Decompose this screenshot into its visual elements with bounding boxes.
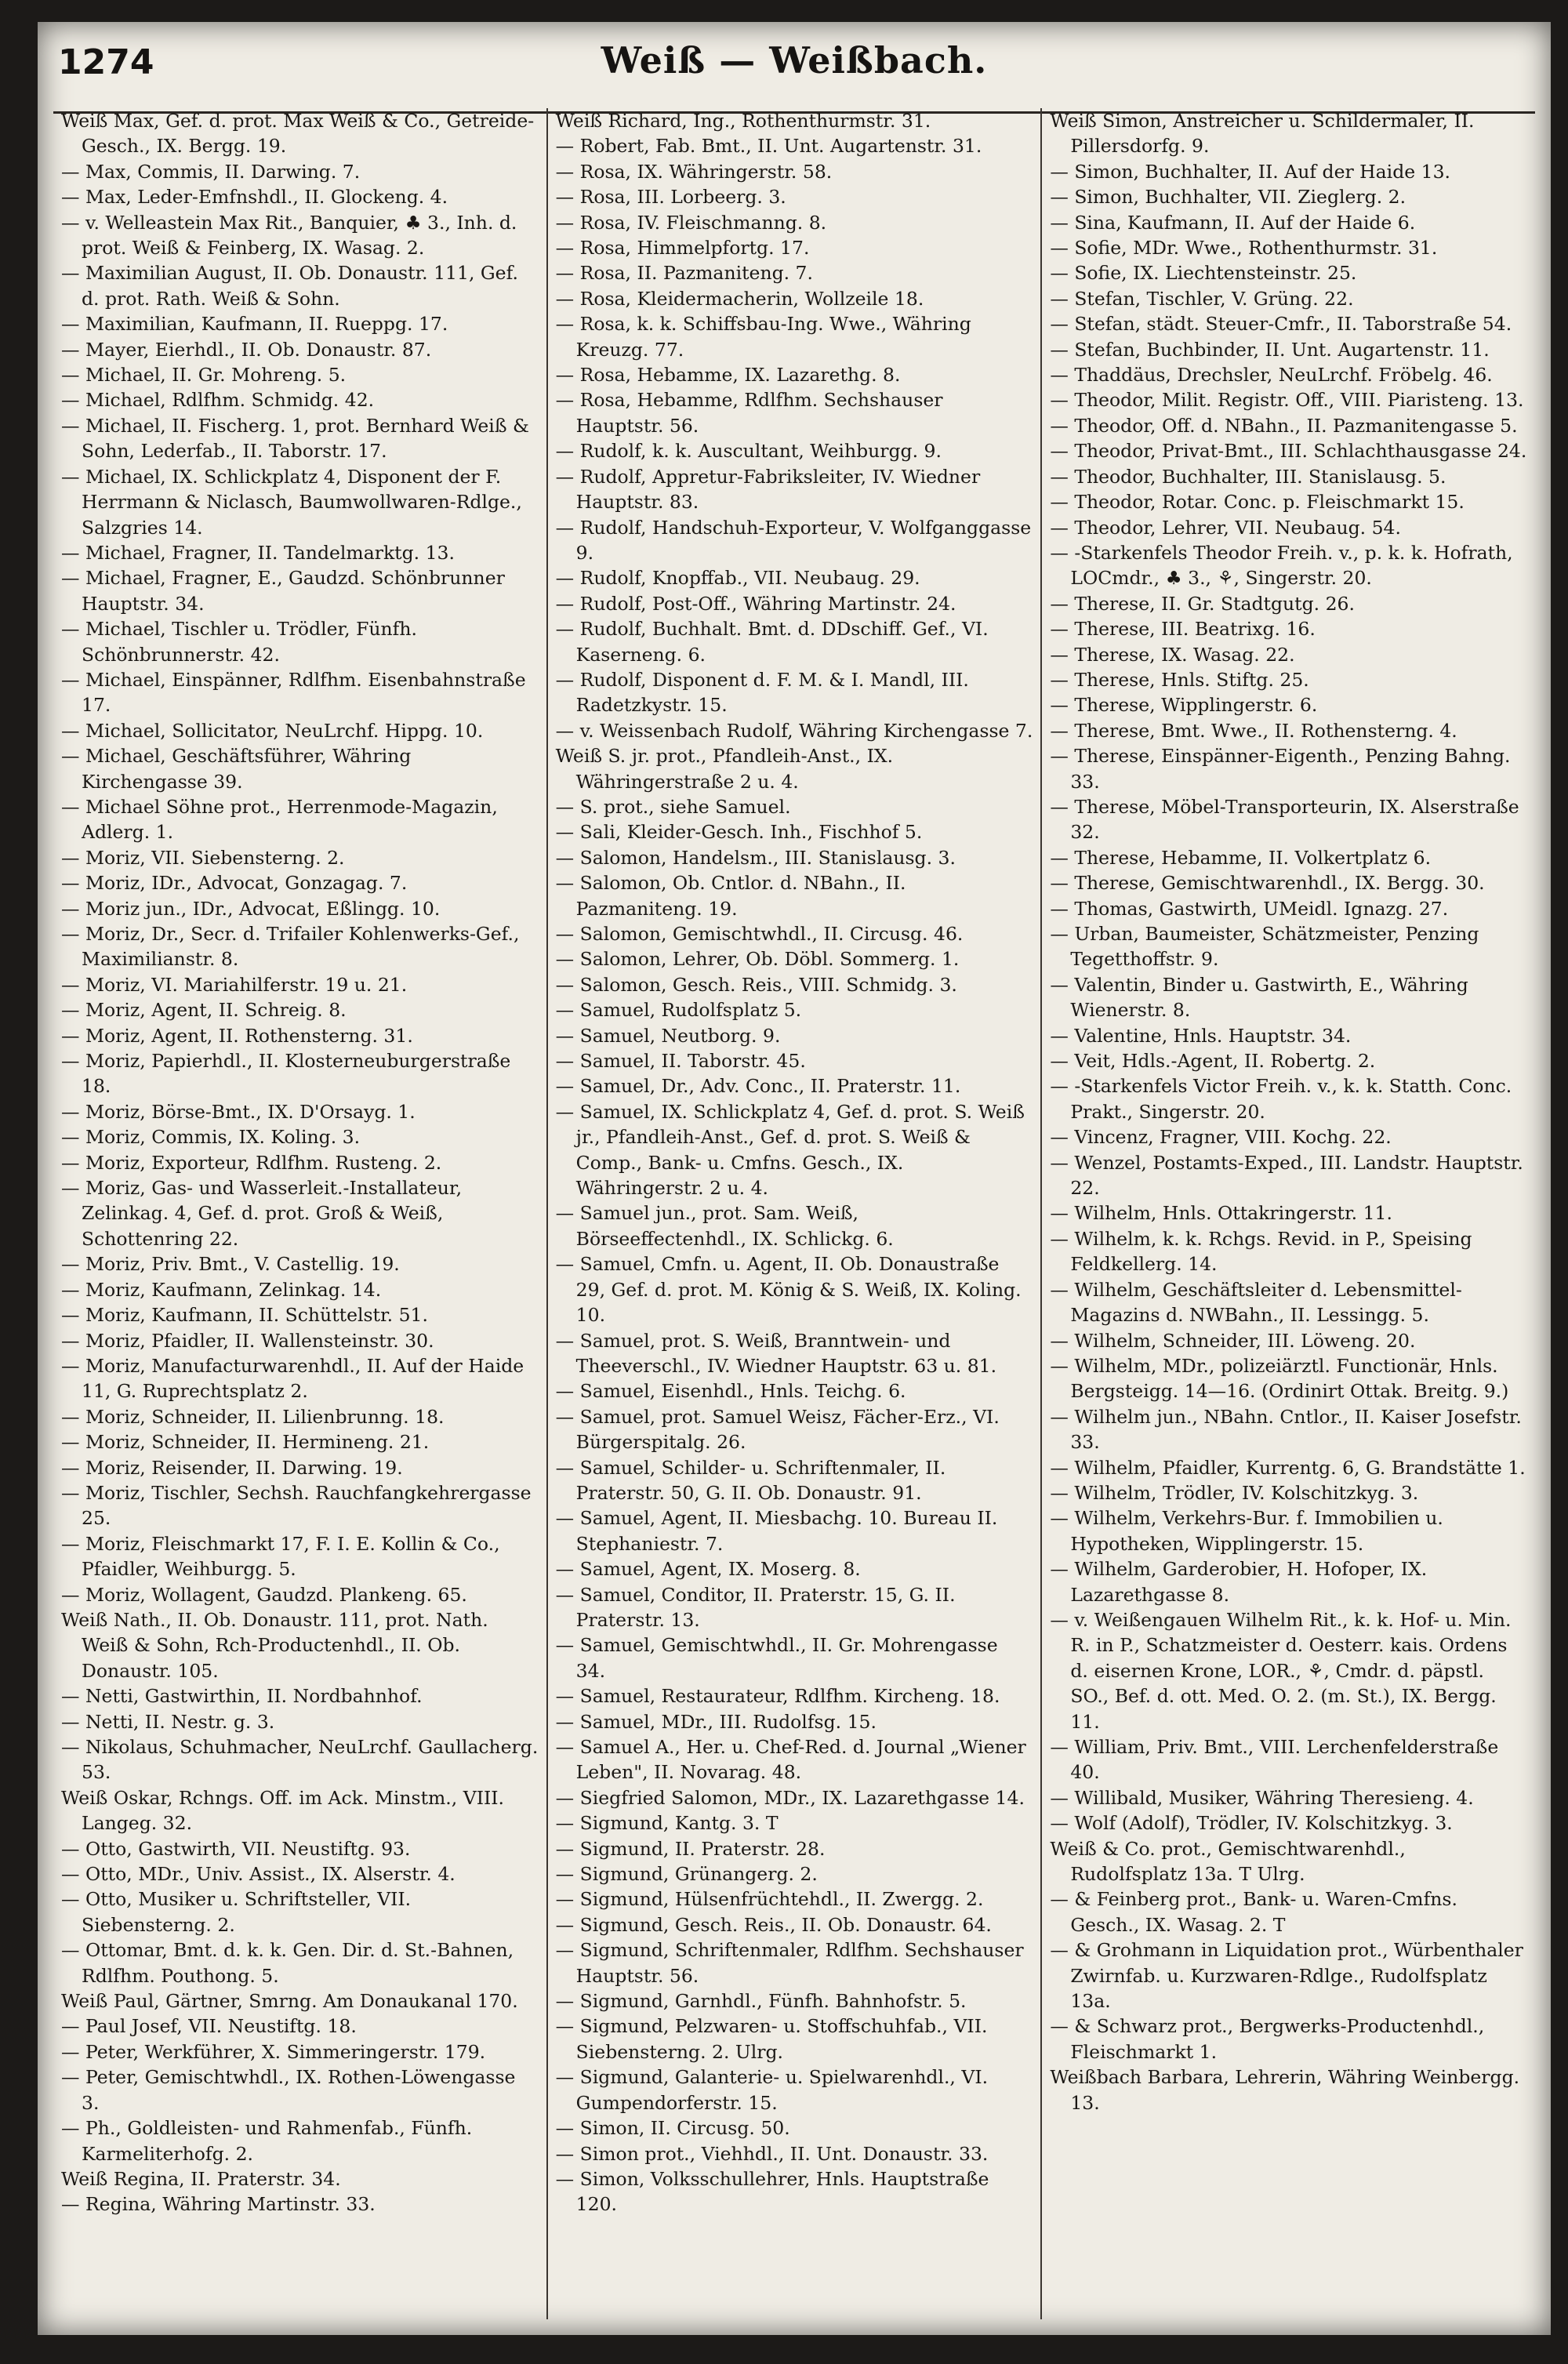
directory-entry: — Therese, III. Beatrixg. 16. (1050, 618, 1316, 641)
directory-entry: — Moriz, VI. Mariahilferstr. 19 u. 21. (61, 973, 408, 996)
directory-entry: — Maximilian, Kaufmann, II. Rueppg. 17. (61, 313, 448, 336)
directory-entry: — Salomon, Ob. Cntlor. d. NBahn., II. Pazmaniteng. 19. (555, 872, 906, 920)
directory-entry: — Stefan, Tischler, V. Grüng. 22. (1050, 287, 1354, 310)
directory-entry: — Michael, Geschäftsführer, Währing Kirchengasse 39. (61, 745, 412, 793)
directory-entry: — Thomas, Gastwirth, UMeidl. Ignazg. 27. (1050, 897, 1449, 920)
directory-entry: — Moriz, Kaufmann, Zelinkag. 14. (61, 1278, 382, 1301)
directory-entry: — Rosa, II. Pazmaniteng. 7. (555, 262, 813, 285)
directory-entry: — Regina, Währing Martinstr. 33. (61, 2193, 376, 2216)
directory-entry: — Rosa, Hebamme, Rdlfhm. Sechshauser Hauptstr. 56. (555, 389, 943, 437)
directory-entry: — -Starkenfels Theodor Freih. v., p. k. k. Hofrath, LOCmdr., ♣ 3., ⚘, Singerstr. 20. (1050, 541, 1513, 590)
directory-entry: — Sigmund, Pelzwaren- u. Stoffschuhfab., VII. Siebensterng. 2. Ulrg. (555, 2015, 988, 2063)
directory-entry: — Otto, Musiker u. Schriftsteller, VII. Siebensterng. 2. (61, 1888, 412, 1936)
directory-entry: — Wilhelm, MDr., polizeiärztl. Functionär, Hnls. Bergsteigg. 14—16. (Ordinirt Ottak. Breitg. 9.) (1050, 1354, 1509, 1403)
directory-entry: — Theodor, Privat-Bmt., III. Schlachthausgasse 24. (1050, 440, 1527, 463)
directory-entry: — Moriz, Fleischmarkt 17, F. I. E. Kollin & Co., Pfaidler, Weihburgg. 5. (61, 1532, 500, 1581)
directory-entry: — Urban, Baumeister, Schätzmeister, Penzing Tegetthoffstr. 9. (1050, 923, 1479, 971)
page-number: 1274 (58, 42, 154, 82)
directory-entry: — Sigmund, Schriftenmaler, Rdlfhm. Sechshauser Hauptstr. 56. (555, 1939, 1024, 1987)
directory-entry: — Samuel, Schilder- u. Schriftenmaler, II. Praterstr. 50, G. II. Ob. Donaustr. 91. (555, 1456, 946, 1504)
directory-entry: Weiß Paul, Gärtner, Smrng. Am Donaukanal 170. (61, 1990, 518, 2013)
directory-entry: — Wilhelm, Geschäftsleiter d. Lebensmittel-Magazins d. NWBahn., II. Lessingg. 5. (1050, 1278, 1462, 1327)
directory-entry: — Michael, IX. Schlickplatz 4, Disponent der F. Herrmann & Niclasch, Baumwollwaren-Rdlge., Salzgries 14. (61, 465, 522, 539)
directory-entry: — Rosa, k. k. Schiffsbau-Ing. Wwe., Währing Kreuzg. 77. (555, 313, 971, 361)
directory-entry: Weiß Richard, Ing., Rothenthurmstr. 31. (555, 110, 931, 132)
directory-entry: — Michael, Sollicitator, NeuLrchf. Hippg. 10. (61, 719, 484, 742)
directory-entry: — Stefan, städt. Steuer-Cmfr., II. Taborstraße 54. (1050, 313, 1512, 336)
directory-entry: — Rosa, Himmelpfortg. 17. (555, 237, 810, 260)
directory-entry: — Samuel, IX. Schlickplatz 4, Gef. d. prot. S. Weiß jr., Pfandleih-Anst., Gef. d. prot. S. Weiß & Comp., Bank- u. Cmfns. Gesch., IX. Währingerstr. 2 u. 4. (555, 1100, 1025, 1200)
directory-entry: — Samuel, Restaurateur, Rdlfhm. Kircheng. 18. (555, 1685, 1000, 1708)
directory-entry: — Simon, Volksschullehrer, Hnls. Hauptstraße 120. (555, 2167, 989, 2216)
directory-entry: — Wilhelm, Verkehrs-Bur. f. Immobilien u. Hypotheken, Wipplingerstr. 15. (1050, 1507, 1443, 1555)
directory-entry: — Samuel jun., prot. Sam. Weiß, Börseeffectenhdl., IX. Schlickg. 6. (555, 1202, 894, 1250)
directory-entry: — Wilhelm, k. k. Rchgs. Revid. in P., Speising Feldkellerg. 14. (1050, 1227, 1472, 1276)
directory-entry: — Vincenz, Fragner, VIII. Kochg. 22. (1050, 1126, 1392, 1149)
directory-entry: — Rosa, Kleidermacherin, Wollzeile 18. (555, 287, 924, 310)
directory-entry: — Samuel, Agent, II. Miesbachg. 10. Bureau II. Stephaniestr. 7. (555, 1507, 998, 1555)
directory-entry: — Wilhelm, Garderobier, H. Hofoper, IX. Lazarethgasse 8. (1050, 1558, 1428, 1606)
directory-entry: — Moriz, Dr., Secr. d. Trifailer Kohlenwerks-Gef., Maximilianstr. 8. (61, 923, 520, 971)
directory-entry: — Thaddäus, Drechsler, NeuLrchf. Fröbelg. 46. (1050, 364, 1493, 387)
directory-entry: — Peter, Gemischtwhdl., IX. Rothen-Löwengasse 3. (61, 2066, 516, 2114)
directory-entry: — Salomon, Gemischtwhdl., II. Circusg. 46. (555, 923, 964, 945)
directory-entry: — Moriz, IDr., Advocat, Gonzagag. 7. (61, 872, 408, 895)
directory-entry: — Sigmund, Garnhdl., Fünfh. Bahnhofstr. 5. (555, 1990, 967, 2013)
directory-entry: — Theodor, Buchhalter, III. Stanislausg. 5. (1050, 465, 1446, 488)
directory-entry: — Sigmund, II. Praterstr. 28. (555, 1837, 826, 1860)
directory-entry: — Max, Commis, II. Darwing. 7. (61, 160, 361, 183)
directory-entry: — Samuel, Conditor, II. Praterstr. 15, G. II. Praterstr. 13. (555, 1583, 956, 1631)
directory-entry: — Michael, Rdlfhm. Schmidg. 42. (61, 389, 375, 412)
directory-entry: — Michael, Fragner, II. Tandelmarktg. 13. (61, 541, 455, 564)
directory-entry: — Simon, Buchhalter, II. Auf der Haide 13. (1050, 160, 1450, 183)
directory-entry: — Rosa, IX. Währingerstr. 58. (555, 160, 833, 183)
directory-entry: — Moriz, Gas- und Wasserleit.-Installateur, Zelinkag. 4, Gef. d. prot. Groß & Weiß, Schottenring 22. (61, 1177, 463, 1250)
column-left (53, 108, 548, 2319)
directory-entry: — S. prot., siehe Samuel. (555, 795, 791, 818)
directory-entry: — Salomon, Gesch. Reis., VIII. Schmidg. 3. (555, 973, 957, 996)
directory-entry: Weiß Max, Gef. d. prot. Max Weiß & Co., Getreide-Gesch., IX. Bergg. 19. (61, 110, 535, 158)
directory-entry: — Rudolf, Handschuh-Exporteur, V. Wolfganggasse 9. (555, 516, 1032, 564)
directory-entry: — Samuel, prot. Samuel Weisz, Fächer-Erz., VI. Bürgerspitalg. 26. (555, 1405, 1000, 1454)
directory-entry: — Wilhelm, Schneider, III. Löweng. 20. (1050, 1329, 1416, 1352)
directory-entry: — Wolf (Adolf), Trödler, IV. Kolschitzkyg. 3. (1050, 1812, 1453, 1835)
directory-entry: — Rudolf, Appretur-Fabriksleiter, IV. Wiedner Hauptstr. 83. (555, 465, 981, 514)
directory-entry: — Therese, Hebamme, II. Volkertplatz 6. (1050, 846, 1432, 869)
directory-entry: — Therese, Bmt. Wwe., II. Rothensterng. 4. (1050, 719, 1457, 742)
directory-entry: — Simon, II. Circusg. 50. (555, 2117, 790, 2140)
directory-entry: — Samuel, Agent, IX. Moserg. 8. (555, 1558, 861, 1581)
page-header (38, 36, 1551, 99)
directory-entry: — Rosa, IV. Fleischmanng. 8. (555, 211, 827, 234)
directory-entry: Weiß S. jr. prot., Pfandleih-Anst., IX. Währingerstraße 2 u. 4. (555, 745, 894, 793)
directory-entry: — Moriz jun., IDr., Advocat, Eßlingg. 10. (61, 897, 441, 920)
directory-entry: — Otto, MDr., Univ. Assist., IX. Alserstr. 4. (61, 1863, 456, 1886)
directory-entry: — Sali, Kleider-Gesch. Inh., Fischhof 5. (555, 821, 923, 844)
directory-entry: — Samuel, Gemischtwhdl., II. Gr. Mohrengasse 34. (555, 1634, 998, 1682)
directory-columns (53, 108, 1535, 2319)
directory-entry: — Netti, II. Nestr. g. 3. (61, 1710, 275, 1733)
directory-entry: — Therese, IX. Wasag. 22. (1050, 643, 1295, 666)
directory-entry: — Sigmund, Grünangerg. 2. (555, 1863, 818, 1886)
directory-entry: — Sofie, MDr. Wwe., Rothenthurmstr. 31. (1050, 237, 1438, 260)
directory-entry: — Wilhelm, Trödler, IV. Kolschitzkyg. 3. (1050, 1481, 1419, 1504)
directory-entry: — Salomon, Lehrer, Ob. Döbl. Sommerg. 1. (555, 948, 960, 971)
directory-entry: Weiß Oskar, Rchngs. Off. im Ack. Minstm., VIII. Langeg. 32. (61, 1786, 505, 1835)
directory-entry: — Rosa, III. Lorbeerg. 3. (555, 186, 786, 209)
directory-entry: — Simon, Buchhalter, VII. Zieglerg. 2. (1050, 186, 1406, 209)
directory-entry: — Michael, II. Gr. Mohreng. 5. (61, 364, 347, 387)
directory-entry: — Veit, Hdls.-Agent, II. Robertg. 2. (1050, 1050, 1376, 1073)
directory-entry: — v. Welleastein Max Rit., Banquier, ♣ 3., Inh. d. prot. Weiß & Feinberg, IX. Wasag. 2. (61, 211, 517, 260)
directory-entry: — Wilhelm, Pfaidler, Kurrentg. 6, G. Brandstätte 1. (1050, 1456, 1526, 1479)
directory-entry: — Therese, Einspänner-Eigenth., Penzing Bahng. 33. (1050, 745, 1511, 793)
directory-entry: — Moriz, Exporteur, Rdlfhm. Rusteng. 2. (61, 1151, 442, 1174)
directory-entry: — v. Weissenbach Rudolf, Währing Kirchengasse 7. (555, 719, 1033, 742)
directory-entry: — Sigmund, Hülsenfrüchtehdl., II. Zwergg. 2. (555, 1888, 984, 1911)
directory-entry: — Ph., Goldleisten- und Rahmenfab., Fünfh. Karmeliterhofg. 2. (61, 2117, 473, 2165)
directory-entry: — Simon prot., Viehhdl., II. Unt. Donaustr. 33. (555, 2142, 989, 2165)
directory-entry: — Samuel, Rudolfsplatz 5. (555, 999, 802, 1022)
directory-entry: — -Starkenfels Victor Freih. v., k. k. Statth. Conc. Prakt., Singerstr. 20. (1050, 1075, 1512, 1123)
directory-entry: — Moriz, Kaufmann, II. Schüttelstr. 51. (61, 1304, 428, 1327)
directory-entry: — Peter, Werkführer, X. Simmeringerstr. 179. (61, 2040, 486, 2063)
directory-entry: — Theodor, Lehrer, VII. Neubaug. 54. (1050, 516, 1401, 539)
directory-entry: — Moriz, Tischler, Sechsh. Rauchfangkehrergasse 25. (61, 1481, 532, 1530)
directory-entry: — Sofie, IX. Liechtensteinstr. 25. (1050, 262, 1357, 285)
directory-entry: — Theodor, Milit. Registr. Off., VIII. Piaristeng. 13. (1050, 389, 1524, 412)
directory-entry: — Otto, Gastwirth, VII. Neustiftg. 93. (61, 1837, 411, 1860)
directory-entry: — Rudolf, Knopffab., VII. Neubaug. 29. (555, 567, 920, 590)
directory-entry: — Moriz, Schneider, II. Hermineng. 21. (61, 1431, 430, 1454)
directory-entry: — Moriz, Börse-Bmt., IX. D'Orsayg. 1. (61, 1100, 416, 1123)
directory-entry: — Michael Söhne prot., Herrenmode-Magazin, Adlerg. 1. (61, 795, 498, 844)
directory-entry: Weiß Nath., II. Ob. Donaustr. 111, prot. Nath. Weiß & Sohn, Rch-Productenhdl., II. Ob. Donaustr. 105. (61, 1608, 488, 1682)
directory-entry: — Moriz, Manufacturwarenhdl., II. Auf der Haide 11, G. Ruprechtsplatz 2. (61, 1354, 524, 1403)
column-middle (548, 108, 1043, 2319)
directory-entry: — Therese, Hnls. Stiftg. 25. (1050, 668, 1309, 691)
directory-entry: — Theodor, Off. d. NBahn., II. Pazmanitengasse 5. (1050, 414, 1518, 437)
directory-entry: Weiß Regina, II. Praterstr. 34. (61, 2167, 341, 2190)
running-title: Weiß — Weißbach. (601, 39, 988, 82)
directory-entry: — Therese, Wipplingerstr. 6. (1050, 694, 1318, 717)
directory-entry: — Moriz, Pfaidler, II. Wallensteinstr. 30. (61, 1329, 434, 1352)
directory-entry: — Paul Josef, VII. Neustiftg. 18. (61, 2015, 357, 2038)
directory-entry: — Wilhelm jun., NBahn. Cntlor., II. Kaiser Josefstr. 33. (1050, 1405, 1522, 1454)
directory-entry: — Samuel, Eisenhdl., Hnls. Teichg. 6. (555, 1380, 906, 1403)
directory-entry: — Robert, Fab. Bmt., II. Unt. Augartenstr. 31. (555, 135, 982, 158)
directory-entry: — Michael, Fragner, E., Gaudzd. Schönbrunner Hauptstr. 34. (61, 567, 505, 615)
directory-entry: — Moriz, VII. Siebensterng. 2. (61, 846, 345, 869)
directory-entry: — Mayer, Eierhdl., II. Ob. Donaustr. 87. (61, 338, 432, 361)
directory-entry: — Netti, Gastwirthin, II. Nordbahnhof. (61, 1685, 423, 1708)
directory-entry: Weißbach Barbara, Lehrerin, Währing Weinbergg. 13. (1050, 2066, 1520, 2114)
directory-entry: — Therese, Möbel-Transporteurin, IX. Alserstraße 32. (1050, 795, 1519, 844)
directory-entry: — & Grohmann in Liquidation prot., Würbenthaler Zwirnfab. u. Kurzwaren-Rdlge., Rudolfsplatz 13a. (1050, 1939, 1523, 2013)
directory-entry: — Salomon, Handelsm., III. Stanislausg. 3. (555, 846, 956, 869)
directory-entry: — Samuel, Cmfn. u. Agent, II. Ob. Donaustraße 29, Gef. d. prot. M. König & S. Weiß, IX. Koling. 10. (555, 1253, 1022, 1327)
directory-entry: — Wilhelm, Hnls. Ottakringerstr. 11. (1050, 1202, 1392, 1225)
directory-entry: — Samuel, prot. S. Weiß, Branntwein- und Theeverschl., IV. Wiedner Hauptstr. 63 u. 81. (555, 1329, 997, 1377)
directory-entry: — Moriz, Wollagent, Gaudzd. Plankeng. 65. (61, 1583, 467, 1606)
directory-entry: — Rudolf, Disponent d. F. M. & I. Mandl, III. Radetzkystr. 15. (555, 668, 969, 717)
directory-entry: — & Feinberg prot., Bank- u. Waren-Cmfns. Gesch., IX. Wasag. 2. T (1050, 1888, 1457, 1936)
directory-entry: — Willibald, Musiker, Währing Theresieng. 4. (1050, 1786, 1474, 1809)
directory-entry: — Max, Leder-Emfnshdl., II. Glockeng. 4. (61, 186, 448, 209)
directory-entry: — Michael, Einspänner, Rdlfhm. Eisenbahnstraße 17. (61, 668, 526, 717)
directory-entry: — Samuel, II. Taborstr. 45. (555, 1050, 806, 1073)
directory-entry: — Rudolf, k. k. Auscultant, Weihburgg. 9. (555, 440, 942, 463)
directory-entry: — Rudolf, Buchhalt. Bmt. d. DDschiff. Gef., VI. Kaserneng. 6. (555, 618, 989, 666)
column-right (1042, 108, 1535, 2319)
directory-entry: — Therese, II. Gr. Stadtgutg. 26. (1050, 592, 1355, 615)
directory-entry: — Sigmund, Kantg. 3. T (555, 1812, 779, 1835)
directory-entry: — Ottomar, Bmt. d. k. k. Gen. Dir. d. St.-Bahnen, Rdlfhm. Pouthong. 5. (61, 1939, 514, 1987)
directory-entry: — William, Priv. Bmt., VIII. Lerchenfelderstraße 40. (1050, 1736, 1499, 1784)
directory-entry: — Valentine, Hnls. Hauptstr. 34. (1050, 1024, 1352, 1047)
directory-entry: — Michael, Tischler u. Trödler, Fünfh. Schönbrunnerstr. 42. (61, 618, 417, 666)
directory-entry: — Therese, Gemischtwarenhdl., IX. Bergg. 30. (1050, 872, 1485, 895)
directory-entry: — & Schwarz prot., Bergwerks-Productenhdl., Fleischmarkt 1. (1050, 2015, 1485, 2063)
directory-entry: — Moriz, Schneider, II. Lilienbrunng. 18. (61, 1405, 445, 1428)
directory-entry: — Moriz, Papierhdl., II. Klosterneuburgerstraße 18. (61, 1050, 511, 1098)
directory-entry: — Stefan, Buchbinder, II. Unt. Augartenstr. 11. (1050, 338, 1490, 361)
directory-entry: — Sigmund, Gesch. Reis., II. Ob. Donaustr. 64. (555, 1913, 992, 1936)
directory-entry: Weiß Simon, Anstreicher u. Schildermaler, II. Pillersdorfg. 9. (1050, 110, 1475, 158)
directory-entry: — Moriz, Agent, II. Schreig. 8. (61, 999, 347, 1022)
directory-entry: — Moriz, Priv. Bmt., V. Castellig. 19. (61, 1253, 400, 1276)
directory-entry: — Moriz, Commis, IX. Koling. 3. (61, 1126, 361, 1149)
directory-entry: Weiß & Co. prot., Gemischtwarenhdl., Rudolfsplatz 13a. T Ulrg. (1050, 1837, 1406, 1886)
directory-entry: — Nikolaus, Schuhmacher, NeuLrchf. Gaullacherg. 53. (61, 1736, 539, 1784)
directory-entry: — Wenzel, Postamts-Exped., III. Landstr. Hauptstr. 22. (1050, 1151, 1523, 1200)
directory-entry: — Moriz, Reisender, II. Darwing. 19. (61, 1456, 403, 1479)
directory-entry: — Maximilian August, II. Ob. Donaustr. 111, Gef. d. prot. Rath. Weiß & Sohn. (61, 262, 518, 310)
directory-entry: — Valentin, Binder u. Gastwirth, E., Währing Wienerstr. 8. (1050, 973, 1468, 1022)
directory-entry: — Rudolf, Post-Off., Währing Martinstr. 24. (555, 592, 956, 615)
directory-entry: — Samuel, Neutborg. 9. (555, 1024, 781, 1047)
directory-page (38, 22, 1551, 2335)
directory-entry: — Sina, Kaufmann, II. Auf der Haide 6. (1050, 211, 1416, 234)
directory-entry: — Moriz, Agent, II. Rothensterng. 31. (61, 1024, 413, 1047)
directory-entry: — Samuel, Dr., Adv. Conc., II. Praterstr. 11. (555, 1075, 961, 1098)
directory-entry: — Theodor, Rotar. Conc. p. Fleischmarkt 15. (1050, 491, 1465, 514)
directory-entry: — Sigmund, Galanterie- u. Spielwarenhdl., VI. Gumpendorferstr. 15. (555, 2066, 989, 2114)
directory-entry: — v. Weißengauen Wilhelm Rit., k. k. Hof- u. Min. R. in P., Schatzmeister d. Oesterr. kais. Ordens d. eisernen Krone, LOR., ⚘, Cmdr. d. päpstl. SO., Bef. d. ott. Med. O. 2. (m. St.), IX. Bergg. 11. (1050, 1608, 1512, 1733)
directory-entry: — Samuel A., Her. u. Chef-Red. d. Journal „Wiener Leben", II. Novarag. 48. (555, 1736, 1026, 1784)
directory-entry: — Siegfried Salomon, MDr., IX. Lazarethgasse 14. (555, 1786, 1025, 1809)
directory-entry: — Michael, II. Fischerg. 1, prot. Bernhard Weiß & Sohn, Lederfab., II. Taborstr. 17. (61, 414, 529, 463)
directory-entry: — Samuel, MDr., III. Rudolfsg. 15. (555, 1710, 877, 1733)
directory-entry: — Rosa, Hebamme, IX. Lazarethg. 8. (555, 364, 901, 387)
